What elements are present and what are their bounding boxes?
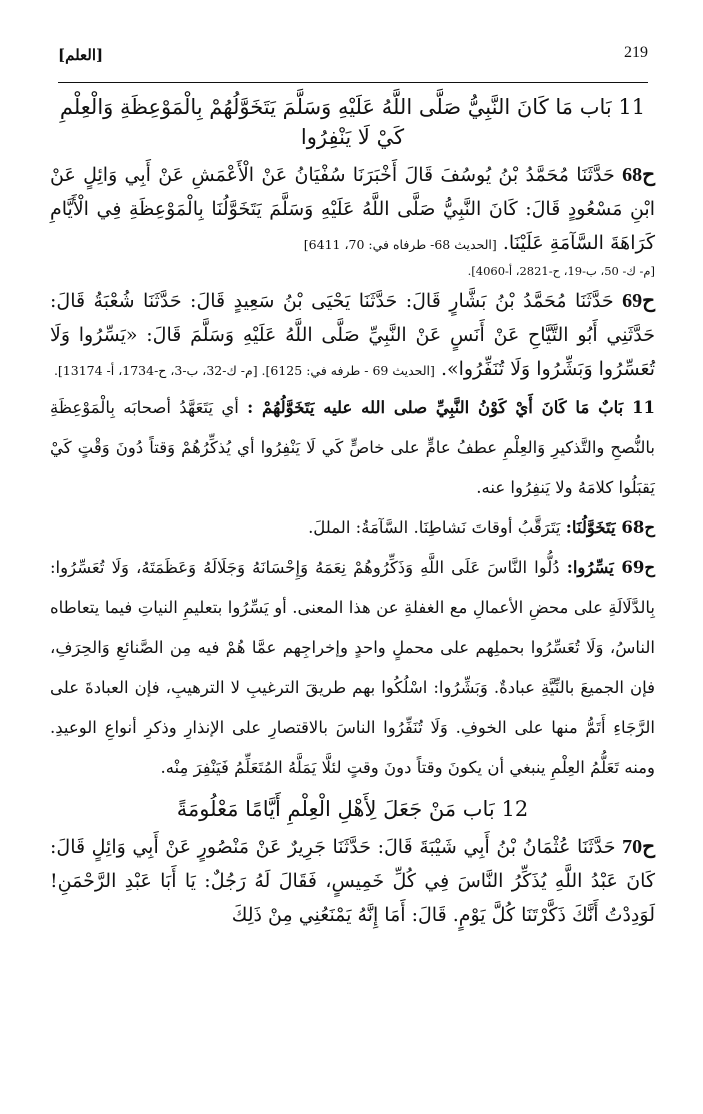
chapter-heading: 12 بَاب مَنْ جَعَلَ لِأَهْلِ الْعِلْمِ أَيَّامًا مَعْلُومَةً <box>176 797 529 821</box>
hadith-note: [الحديث 69 - طرفه في: 6125]. [م- ك-32، ب-3، ح-1734، أ- 13174]. <box>53 363 435 378</box>
header-divider <box>58 82 648 83</box>
running-header <box>58 40 648 80</box>
page-body <box>50 92 655 932</box>
commentary-lead: 11 بَابٌ مَا كَانَ أَيْ كَوْنُ النَّبِيِّ صلى الله عليه يَتَخَوَّلُهُمْ : <box>247 398 656 417</box>
hadith-number: ح70 <box>622 836 655 858</box>
page-number: 219 <box>624 44 648 61</box>
commentary-hadith-69 <box>50 548 655 788</box>
commentary-text: دُلُّوا النَّاسَ عَلَى اللَّهِ وَذَكِّرُوهُمْ نِعَمَهُ وَإِحْسَانَهُ وَجَلَالَهُ وَعَظَمَتَهُ، وَلَا تُعَسِّرُوا: بِالدَّلَالَةِ على محضِ الأعمالِ مع الغفلةِ عن هذا المعنى. أو يَسِّرُوا بتعليمِ النياتِ فيما يتعاطاه الناسُ، وَلَا تُعَسِّرُوا بحملِهم على محملٍ واحدٍ وإخراجِهم عمَّا هُمْ فيه مِن الصَّنائعِ وَالحِرَفِ، فإن الجميعَ بالنِّيَّةِ عبادةٌ. وَبَشِّرُوا: اسْلُكُوا بهم طريقَ الترغيبِ لا الترهيبِ، فإن العبادةَ على الرَّجَاءِ أَتَمُّ منها على الخوفِ. وَلَا تُنَفِّرُوا الناسَ بالاقتصارِ على الإنذارِ وذكرِ أنواعِ الوعيدِ. ومنه تَعَلُّمُ العِلْمِ ينبغي أن يكونَ وقتاً دونَ وقتٍ لئلَّا يَمَلَّهُ المُتَعَلِّمُ فَيَنْفِرَ مِنْه. <box>50 558 655 777</box>
hadith-text: حَدَّثَنَا مُحَمَّدُ بْنُ يُوسُفَ قَالَ أَخْبَرَنَا سُفْيَانُ عَنْ الْأَعْمَشِ عَنْ أَبِي وَائِلٍ عَنْ ابْنِ مَسْعُودٍ قَالَ: كَانَ النَّبِيُّ صَلَّى اللَّهُ عَلَيْهِ وَسَلَّمَ يَتَخَوَّلُنَا بِالْمَوْعِظَةِ فِي الْأَيَّامِ كَرَاهَةَ السَّآمَةِ عَلَيْنَا. <box>50 164 655 254</box>
commentary-lead: ح68 يَتَخَوَّلُنَا: <box>565 518 655 537</box>
hadith-70 <box>50 830 655 932</box>
commentary-lead: ح69 يَسِّرُوا: <box>566 558 655 577</box>
hadith-68 <box>50 158 655 262</box>
hadith-note: [الحديث 68- طرفاه في: 70، 6411] <box>303 237 497 252</box>
hadith-number: ح69 <box>622 290 655 312</box>
reference-line: [م- ك- 50، ب-19، ح-2821، أ-4060]. <box>467 264 655 278</box>
commentary-hadith-68 <box>50 508 655 548</box>
commentary-chapter-11 <box>50 388 655 508</box>
running-title: [العلم] <box>58 46 104 64</box>
commentary-text: يَتَرَقَّبُ أوقاتَ نَشاطِنَا. السَّآمَةُ: المللَ. <box>308 518 561 537</box>
hadith-text: حَدَّثَنَا مُحَمَّدُ بْنُ بَشَّارٍ قَالَ: حَدَّثَنَا يَحْيَى بْنُ سَعِيدٍ قَالَ: حَدَّثَنَا شُعْبَةُ قَالَ: حَدَّثَنِي أَبُو التَّيَّاحِ عَنْ أَنَسٍ عَنْ النَّبِيِّ صَلَّى اللَّهُ عَلَيْهِ وَسَلَّمَ قَالَ: «يَسِّرُوا وَلَا تُعَسِّرُوا وَبَشِّرُوا وَلَا تُنَفِّرُوا». <box>50 290 655 380</box>
commentary-text: أي يَتَعَهَّدُ أصحابَه بِالْمَوْعِظَةِ بالنُّصحِ والتَّذكيرِ وَالعِلْمِ عطفُ عامٍّ على خاصٍّ كَي لَا يَنْفِرُوا أي يُذكِّرُهُمْ وَقتاً دُونَ وَقْتٍ كَيْ يَقبَلُوا كلامَهُ ولا يَنفِرُوا عنه. <box>50 398 655 497</box>
chapter-heading: 11 بَاب مَا كَانَ النَّبِيُّ صَلَّى اللَّهُ عَلَيْهِ وَسَلَّمَ يَتَخَوَّلُهُمْ بِالْمَوْعِظَةِ وَالْعِلْمِ كَيْ لَا يَنْفِرُوا <box>59 95 646 149</box>
hadith-text: حَدَّثَنَا عُثْمَانُ بْنُ أَبِي شَيْبَةَ قَالَ: حَدَّثَنَا جَرِيرٌ عَنْ مَنْصُورٍ عَنْ أَبِي وَائِلٍ قَالَ: كَانَ عَبْدُ اللَّهِ يُذَكِّرُ النَّاسَ فِي كُلِّ خَمِيسٍ، فَقَالَ لَهُ رَجُلٌ: يَا أَبَا عَبْدِ الرَّحْمَنِ! لَوَدِدْتُ أَنَّكَ ذَكَّرْتَنَا كُلَّ يَوْمٍ. قَالَ: أَمَا إِنَّهُ يَمْنَعُنِي مِنْ ذَلِكَ <box>50 836 655 926</box>
hadith-number: ح68 <box>622 164 655 186</box>
hadith-69 <box>50 284 655 388</box>
